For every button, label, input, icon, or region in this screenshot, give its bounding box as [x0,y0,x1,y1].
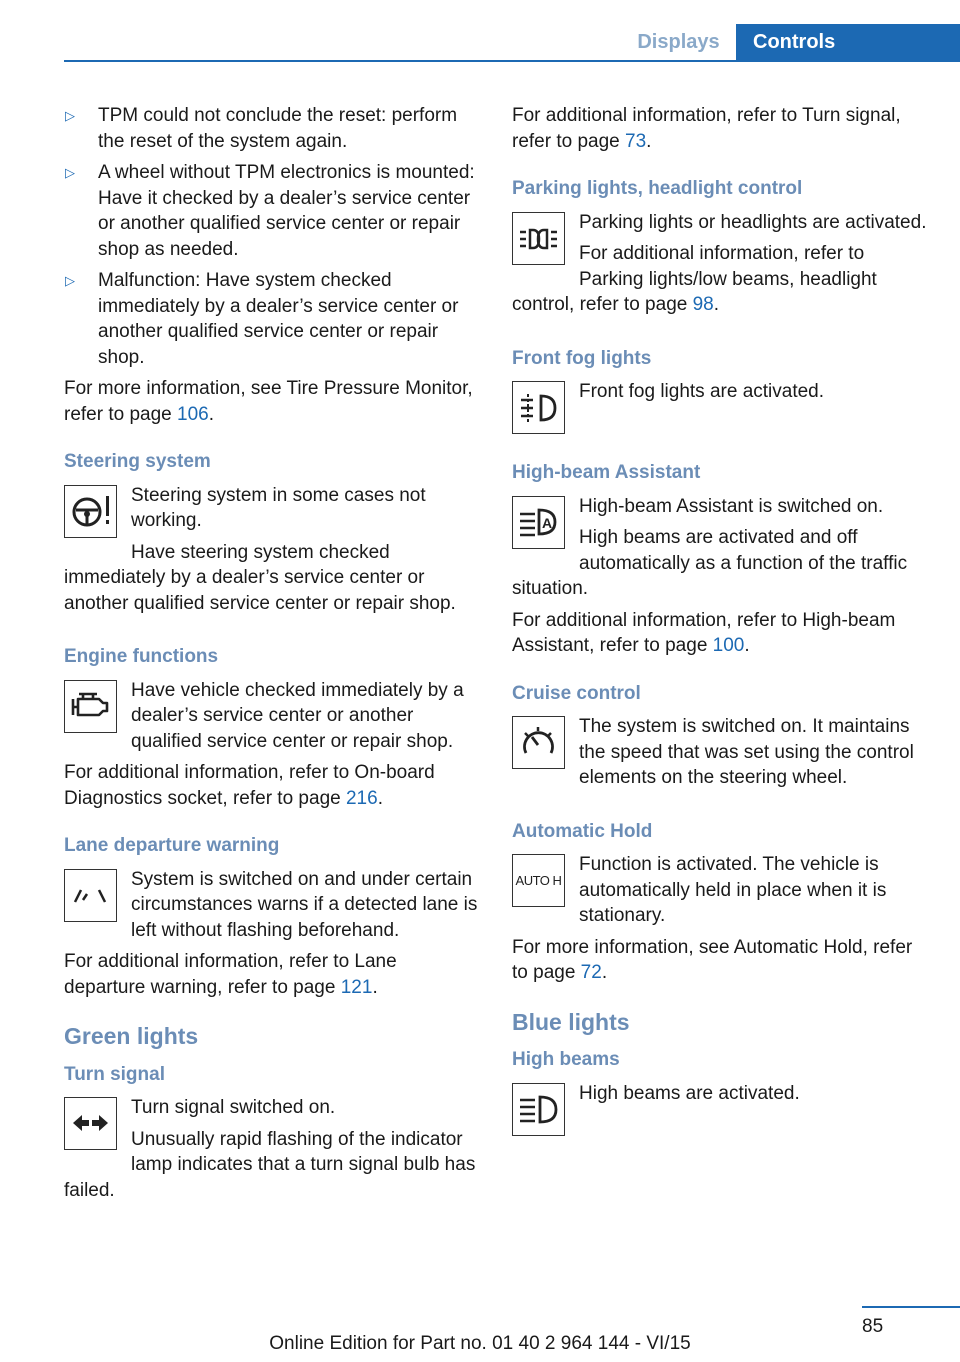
entry-text: Turn signal switched on. [131,1097,336,1118]
page-link[interactable]: 100 [712,635,745,656]
bullet-text: Malfunction: Have system checked immediately by a dealer’s service center or another qualified service center or repair shop. [98,270,459,368]
section-heading-turn-signal: Turn signal [64,1063,165,1085]
high-beam-assistant-icon [512,496,565,549]
entry-text: System is switched on and under certain circumstances warns if a detected lane is left without flashing beforehand. [131,868,478,941]
entry-cruise [512,714,930,797]
page-number: 85 [862,1316,884,1337]
entry-steering [64,483,482,623]
more-info-text: For more information, see Tire Pressure Monitor, refer to page [64,378,473,425]
more-info-text: For more information, see Automatic Hold, refer to page [512,936,913,983]
bullet-text: TPM could not conclude the reset: perform the reset of the system again. [98,105,458,152]
bullet-text: A wheel without TPM electronics is mounted: Have it checked by a dealer’s service center or another qualified service center or repair shop as needed. [98,162,475,260]
tab-controls[interactable]: Controls [736,24,960,61]
entry-high-beams [512,1081,930,1140]
triangle-bullet-icon: ▷ [65,273,75,288]
list-item [64,268,482,370]
list-item [64,160,482,262]
list-item [64,103,482,154]
section-heading-blue-lights: Blue lights [512,1008,630,1035]
turn-more-info: For additional information, refer to Turn signal, refer to page 73. [512,105,901,152]
entry-text: Parking lights or headlights are activated. [579,211,927,233]
section-heading-cruise: Cruise control [512,682,641,704]
entry-lane [64,867,482,950]
tab-displays[interactable]: Displays [637,31,720,53]
page-link[interactable]: 72 [580,962,602,983]
section-heading-fog: Front fog lights [512,347,652,369]
more-info-text: For additional information, refer to Parking lights/low beams, headlight control, refer to page [512,243,877,315]
more-info-text: For additional information, refer to On-board Diagnostics socket, refer to page [64,762,435,809]
entry-text: Have vehicle checked immediately by a dealer’s service center or another qualified service center or repair shop. [131,679,464,752]
lane-more-info: For additional information, refer to Lane departure warning, refer to page 121. [64,951,397,998]
autohold-more-info: For more information, see Automatic Hold, refer to page 72. [512,936,913,983]
steering-warning-icon [64,485,117,538]
section-heading-autohold: Automatic Hold [512,820,653,842]
footer-edition: Online Edition for Part no. 01 40 2 964 144 - VI/15 [269,1333,691,1354]
entry-turn-signal [64,1095,482,1209]
engine-more-info: For additional information, refer to On-board Diagnostics socket, refer to page 216. [64,762,435,809]
lane-departure-icon [64,869,117,922]
entry-fog [512,379,930,438]
parking-lights-icon [512,212,565,265]
entry-text: Unusually rapid flashing of the indicator lamp indicates that a turn signal bulb has failed. [64,1128,476,1201]
left-column [64,103,482,1209]
section-heading-high-beams: High beams [512,1049,620,1070]
entry-autohold [512,852,930,935]
auto-hold-icon-label: AUTO H [515,872,562,888]
section-heading-hba: High-beam Assistant [512,462,701,483]
entry-parking [512,210,930,324]
tpm-more-info: For more information, see Tire Pressure Monitor, refer to page 106. [64,378,473,425]
entry-text: Function is activated. The vehicle is automatically held in place when it is stationary. [579,854,887,926]
turn-signal-icon [64,1097,117,1150]
section-heading-lane: Lane departure warning [64,835,280,856]
section-heading-engine: Engine functions [64,646,219,667]
front-fog-light-icon [512,381,565,434]
cruise-control-icon [512,716,565,769]
entry-hba [512,494,930,608]
entry-text: High-beam Assistant is switched on. [579,495,884,517]
page-link[interactable]: 216 [345,787,378,809]
footer-rule [862,1306,960,1308]
page-link[interactable]: 106 [177,403,209,425]
right-column [512,103,930,1140]
parking-more-info: For additional information, refer to Parking lights/low beams, headlight control, refer to page 98. [512,243,877,315]
entry-text: High beams are activated and off automatically as a function of the traffic situation. [512,527,908,599]
auto-hold-icon [512,854,565,907]
page-link[interactable]: 73 [625,130,647,152]
hba-more-info: For additional information, refer to High-beam Assistant, refer to page 100. [512,609,896,656]
section-heading-steering: Steering system [64,451,211,472]
section-heading-green-lights: Green lights [64,1023,199,1049]
triangle-bullet-icon: ▷ [65,108,75,123]
entry-text: Front fog lights are activated. [579,381,825,402]
header-rule [64,60,960,62]
high-beams-icon [512,1083,565,1136]
engine-icon [64,680,117,733]
triangle-bullet-icon: ▷ [65,165,75,180]
more-info-text: For additional information, refer to Turn signal, refer to page [512,105,901,152]
page-link[interactable]: 121 [340,976,373,998]
page-link[interactable]: 98 [692,294,714,315]
more-info-text: For additional information, refer to Lane departure warning, refer to page [64,951,397,998]
svg-text:A: A [542,514,553,531]
entry-engine [64,678,482,761]
more-info-text: For additional information, refer to High-beam Assistant, refer to page [512,609,896,656]
entry-text: High beams are activated. [579,1082,800,1104]
entry-text: Have steering system checked immediately by a dealer’s service center or another qualified service center or repair shop. [64,541,456,614]
entry-text: The system is switched on. It maintains the speed that was set using the control elements on the steering wheel. [579,716,914,788]
section-heading-parking: Parking lights, headlight control [512,178,803,199]
entry-text: Steering system in some cases not working. [131,484,426,531]
